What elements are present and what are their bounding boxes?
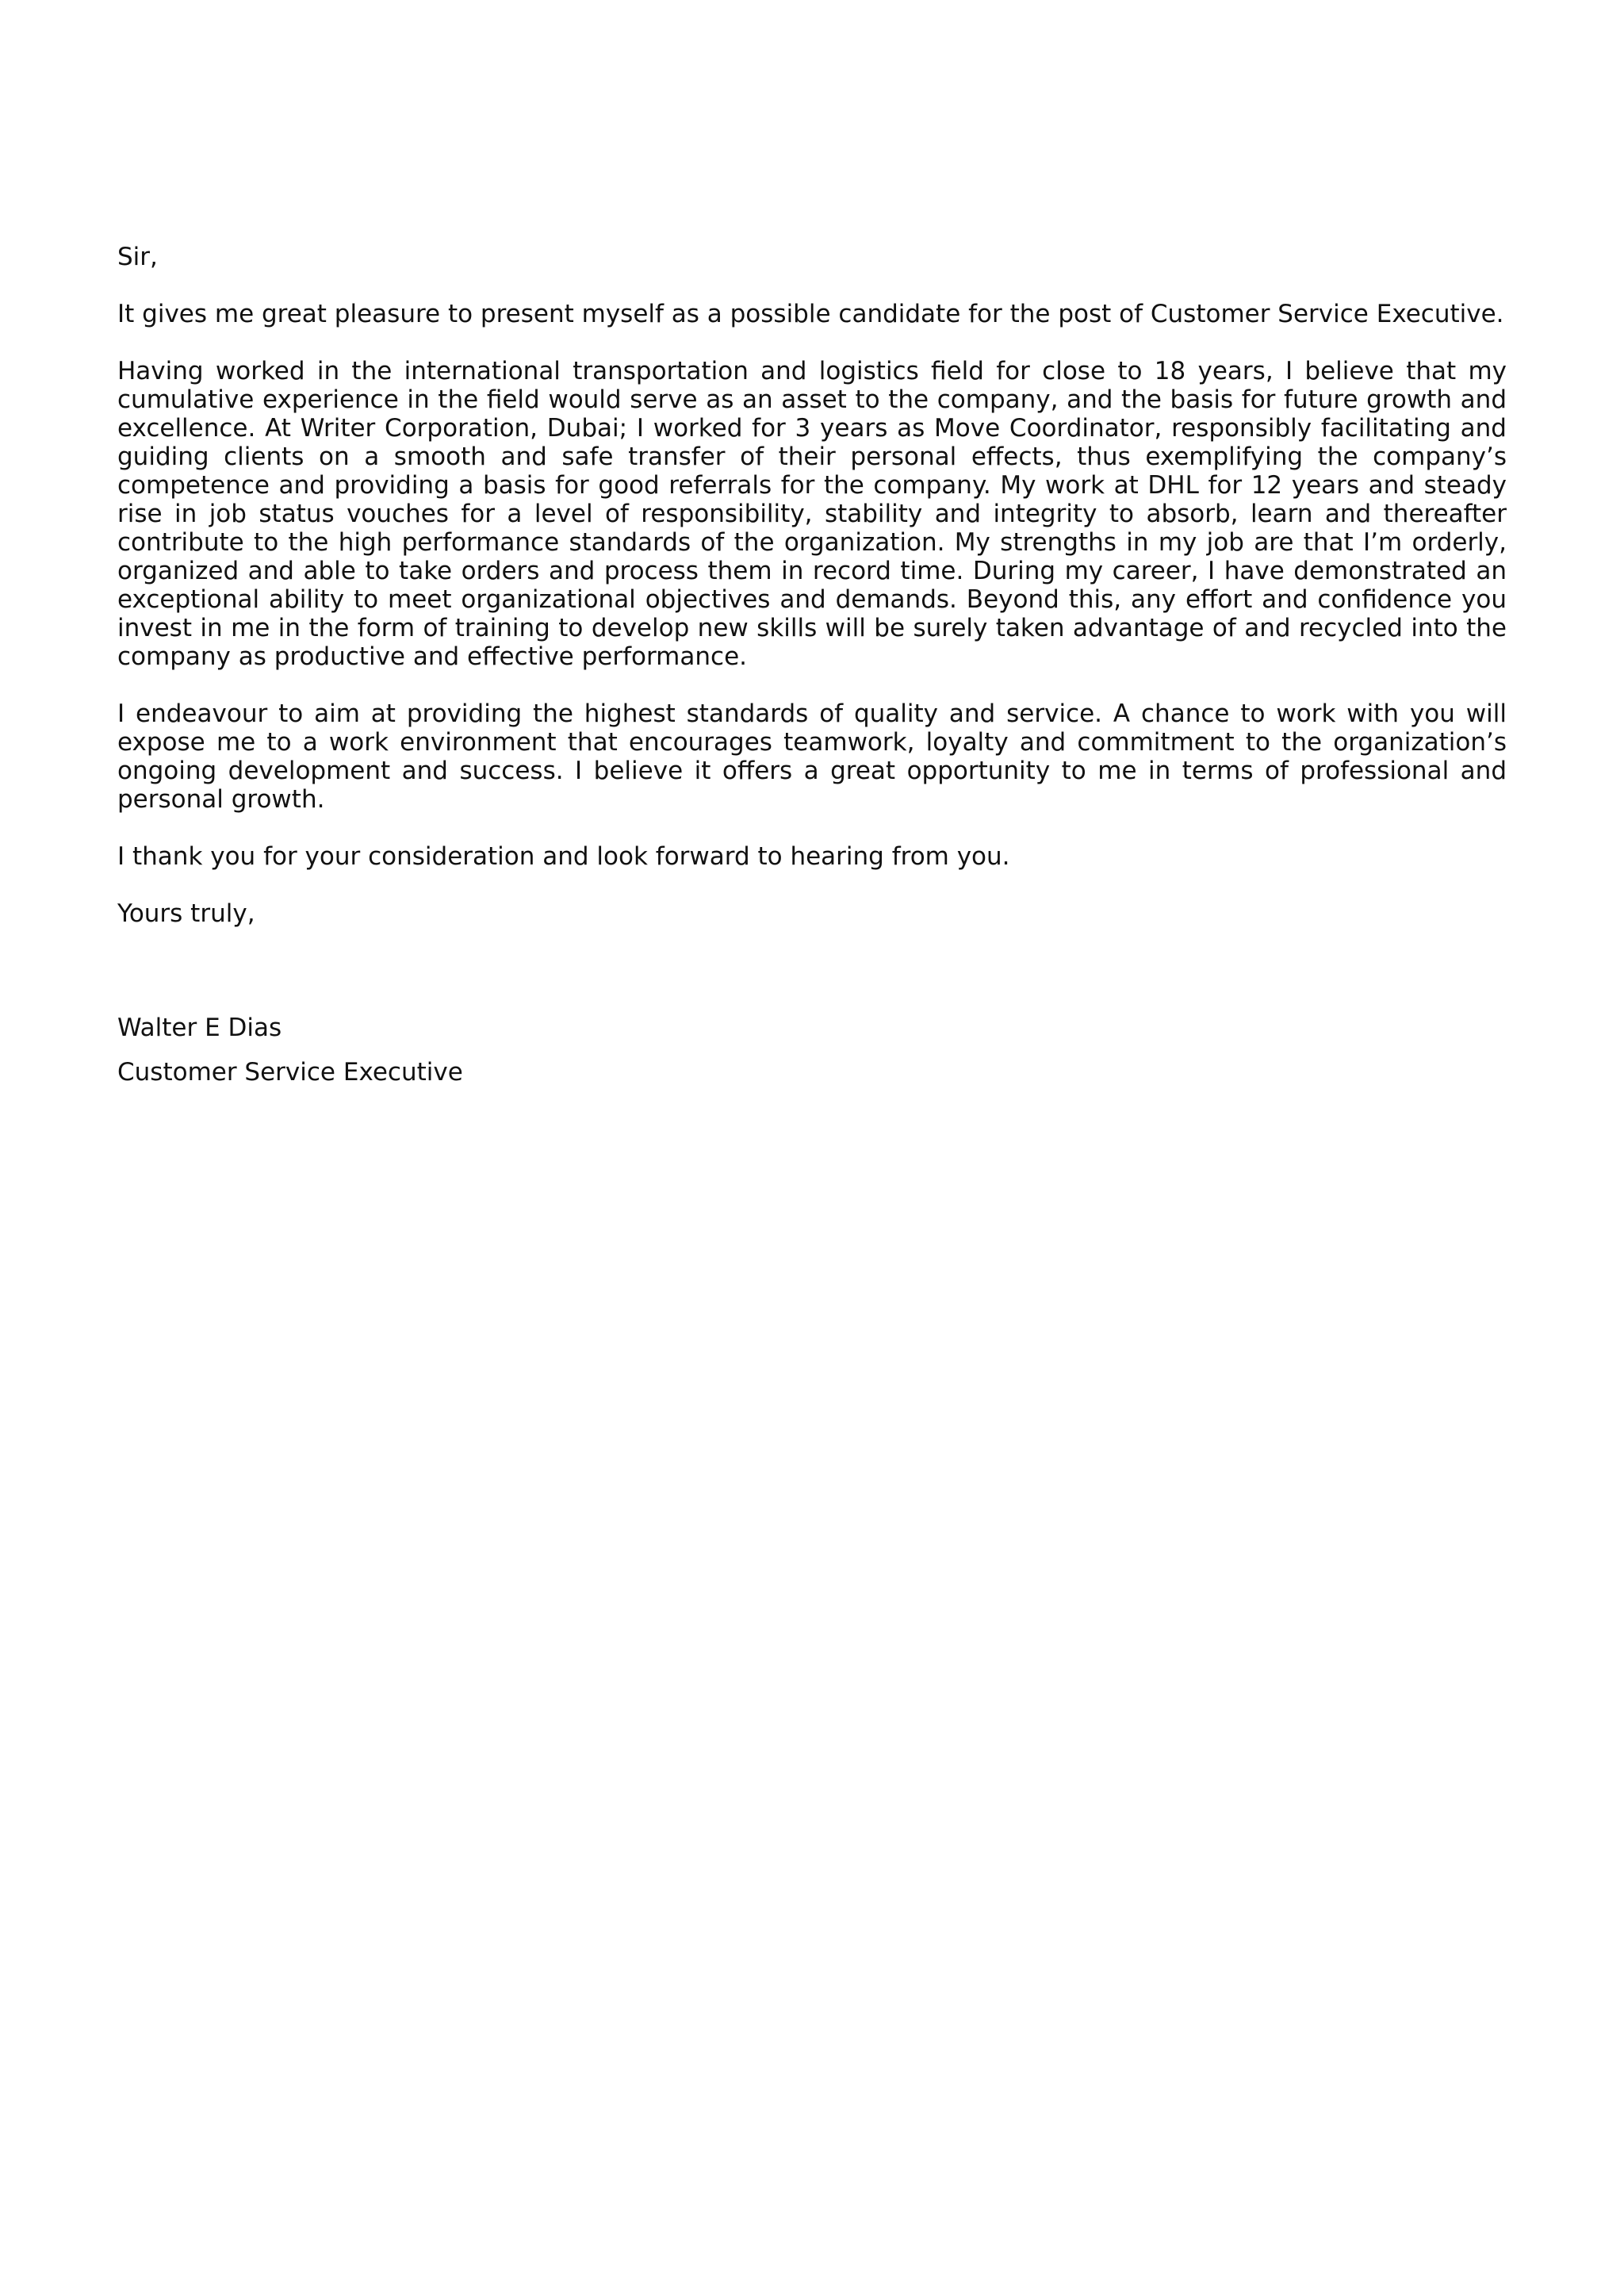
signature-title: Customer Service Executive (117, 1058, 463, 1087)
signature-space (117, 956, 1507, 1014)
aspiration-paragraph: I endeavour to aim at providing the highest standards of quality and service. A chance to work with you will expose me to a work environment that encourages teamwork, loyalty and commitment to the organization’s ongoing development and success. I believe it offers a great opportunity to me in terms of professional and personal growth. (117, 700, 1507, 814)
experience-paragraph: Having worked in the international transportation and logistics field for close to 18 years, I believe that my cumulative experience in the field would serve as an asset to the company, and the basis for future growth and excellence. At Writer Corporation, Dubai; I worked for 3 years as Move Coordinator, responsibly facilitating and guiding clients on a smooth and safe transfer of their personal effects, thus exemplifying the company’s competence and providing a basis for good referrals for the company. My work at DHL for 12 years and steady rise in job status vouches for a level of responsibility, stability and integrity to absorb, learn and thereafter contribute to the high performance standards of the organization. My strengths in my job are that I’m orderly, organized and able to take orders and process them in record time. During my career, I have demonstrated an exceptional ability to meet organizational objectives and demands. Beyond this, any effort and confidence you invest in me in the form of training to develop new skills will be surely taken advantage of and recycled into the company as productive and effective performance. (117, 357, 1507, 671)
closing: Yours truly, (117, 899, 255, 928)
thanks-paragraph: I thank you for your consideration and look forward to hearing from you. (117, 842, 1010, 871)
intro-paragraph: It gives me great pleasure to present myself as a possible candidate for the post of Customer Service Executive. (117, 300, 1504, 328)
letter-body (117, 243, 1507, 1087)
signature-name: Walter E Dias (117, 1014, 282, 1042)
salutation: Sir, (117, 243, 158, 271)
